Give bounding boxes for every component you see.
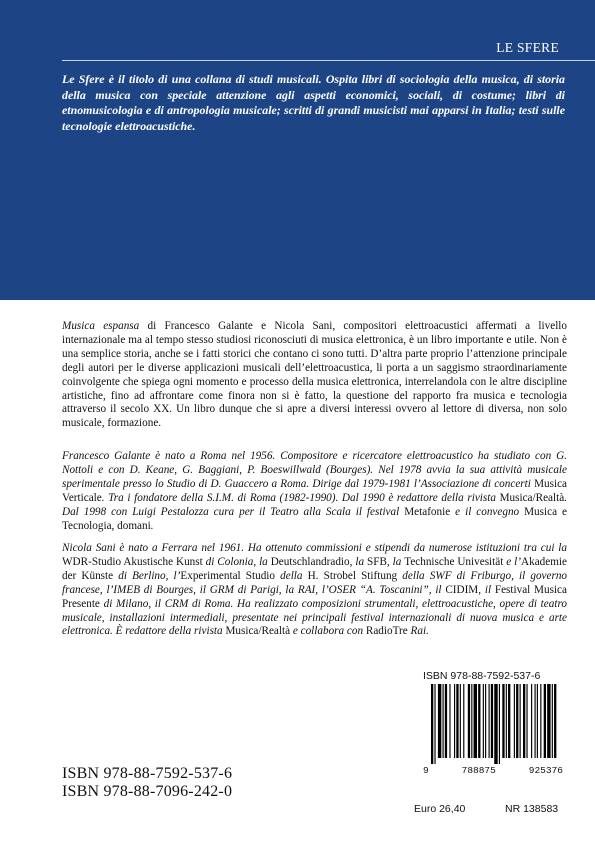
barcode-bar (526, 684, 527, 758)
text-run: e collabora con (290, 625, 366, 638)
barcode-bar (463, 684, 464, 758)
barcode-bar (499, 684, 500, 764)
barcode-bar (478, 684, 480, 758)
text-run: della SWF di Friburgo, il governo francese, l’IMEB di Bourges, il GRM di Parigi, la RAI, l’OSER “A. Toscanini”, il (62, 569, 568, 596)
barcode-bar (474, 684, 477, 758)
barcode-bars (423, 684, 563, 764)
barcode-digits (423, 765, 563, 776)
text-run: Akademie der Künste (62, 555, 567, 582)
series-title: LE SFERE (496, 40, 559, 55)
text-run: Musica e Tecnologia, domani (62, 505, 567, 532)
barcode-bar (537, 684, 538, 758)
barcode-bar (535, 684, 536, 758)
text-run: e l’ (503, 555, 522, 568)
barcode-bar (471, 684, 472, 758)
text-run: , il (478, 583, 495, 596)
barcode-bar (547, 684, 550, 758)
barcode-bar (468, 684, 470, 758)
text-run: H. Strobel Stiftung (307, 569, 398, 582)
barcode-bar (454, 684, 455, 758)
barcode-bar (540, 684, 541, 758)
barcode-digit-first: 9 (423, 765, 429, 776)
text-run: di Milano, il CRM di Roma. Ha realizzato composizioni strumentali, elettroacustiche, opere di teatro musicale, installazioni intermediali, presentate nei principali festival internazionali di nuova musica e arte elettronica. È redattore della rivista (62, 597, 567, 638)
text-run: , la (349, 555, 367, 568)
barcode-bar (552, 684, 553, 758)
barcode-bar (544, 684, 546, 758)
barcode-bar (494, 684, 497, 764)
text-run: e il convegno (450, 505, 525, 518)
text-run: RadioTre (365, 625, 408, 638)
barcode-bar (491, 684, 493, 758)
barcode-bar (456, 684, 458, 758)
barcode-bar (483, 684, 484, 758)
book-description-text: di Francesco Galante e Nicola Sani, compositori elettroacustici affermati a livello internazionale ma al tempo stesso studiosi riconosciuti di musica elettronica, è un libro importante e utile. Non è una semplice storia, anche se i fatti storici che contano ci sono tutti. D’altra parte proprio l’attenzione principale degli autori per le diverse applicazioni musicali dell’elettroacustica, li porta a un saggismo straordinariamente coinvolgente che spiega ogni momento e processo della musica elettronica, interrelandola con le altre discipline artistiche, fino ad affrontare come finora non si è fatto, la questione del rapporto fra musica e tecnologia attraverso il secolo XX. Un libro dunque che si apre a diversi interessi ovvero al lettore di diversa, non solo musicale, formazione. (62, 320, 568, 430)
sani-biography (62, 542, 567, 639)
text-run: WDR-Studio Akustische Kunst (62, 555, 203, 568)
barcode-bar (434, 684, 435, 764)
price: Euro 26,40 (414, 803, 466, 815)
barcode-isbn-label: ISBN 978-88-7592-537-6 (423, 670, 541, 682)
barcode (423, 684, 563, 776)
book-description (62, 320, 567, 431)
text-run: Musica/Realtà (499, 491, 565, 504)
barcode-bar (485, 684, 486, 758)
text-run: Musica/Realtà (225, 625, 291, 638)
barcode-bar (443, 684, 444, 758)
text-run: Francesco Galante è nato a Roma nel 1956. Compositore e ricercatore elettroacustico ha studiato con G. Nottoli e con D. Keane, G. Baggiani, P. Boeswillwald (Bourges). Nel 1978 avvia la sua attività musicale sperimentale presso lo Studio di D. Guaccero a Roma. Dirige dal 1979-1981 l’Associazione di concerti (62, 450, 567, 490)
text-run: Metafonie (404, 505, 451, 518)
text-run: Technische Univesität (404, 555, 504, 568)
text-run: di Colonia, la (202, 555, 271, 568)
isbn-line-1: ISBN 978-88-7592-537-6 (62, 765, 233, 782)
isbn-line-2: ISBN 978-88-7096-242-0 (62, 783, 233, 800)
barcode-bar (445, 684, 447, 758)
nr-code: NR 138583 (505, 803, 559, 815)
text-run: SFB (367, 555, 387, 568)
text-run: Nicola Sani è nato a Ferrara nel 1961. Ha ottenuto commissioni e stipendi da numerose istituzioni tra cui la (62, 542, 567, 554)
barcode-bar (520, 684, 521, 758)
text-run: , la (386, 555, 405, 568)
text-run: Festival Musica Presente (62, 583, 567, 610)
text-run: di Berlino, l’ (113, 569, 181, 582)
series-description: Le Sfere è il titolo di una collana di studi musicali. Ospita libri di sociologia della musica, di storia della musica con speciale attenzione agli aspetti economici, sociali, di costume; libri di etnomusicologia e di antropologia musicale; scritti di grandi musicisti mai apparsi in Italia; testi sulle tecnologie elettroacustiche. (62, 72, 565, 133)
galante-biography (62, 450, 567, 533)
text-run: Rai. (407, 625, 429, 638)
barcode-bar (523, 684, 525, 758)
blue-header-panel (0, 0, 595, 300)
header-divider (62, 60, 595, 61)
barcode-bar (438, 684, 441, 758)
barcode-bar (502, 684, 504, 758)
text-run: . (150, 519, 154, 532)
text-run: Musica Verticale (62, 477, 567, 504)
barcode-bar (531, 684, 532, 758)
barcode-group-left: 788875 (461, 765, 496, 776)
text-run: . Dal 1998 con Luigi Pestalozza cura per il Teatro alla Scala il festival (62, 491, 567, 518)
barcode-bar (489, 684, 490, 758)
text-run: della (275, 569, 308, 582)
text-run: Experimental Studio (180, 569, 276, 582)
barcode-bar (449, 684, 450, 758)
book-title: Musica espansa (62, 320, 140, 332)
barcode-bar (508, 684, 510, 758)
barcode-bar (506, 684, 507, 758)
barcode-bar (460, 684, 461, 758)
text-run: Deutschlandradio (270, 555, 350, 568)
barcode-bar (431, 684, 433, 764)
barcode-bar (554, 684, 556, 758)
text-run: CIDIM (445, 583, 479, 596)
text-run: . Tra i fondatore della S.I.M. di Roma (1982-1990). Dal 1990 è redattore della rivista (101, 491, 500, 504)
barcode-group-right: 925376 (528, 765, 563, 776)
barcode-bar (514, 684, 515, 758)
barcode-bar (516, 684, 518, 758)
